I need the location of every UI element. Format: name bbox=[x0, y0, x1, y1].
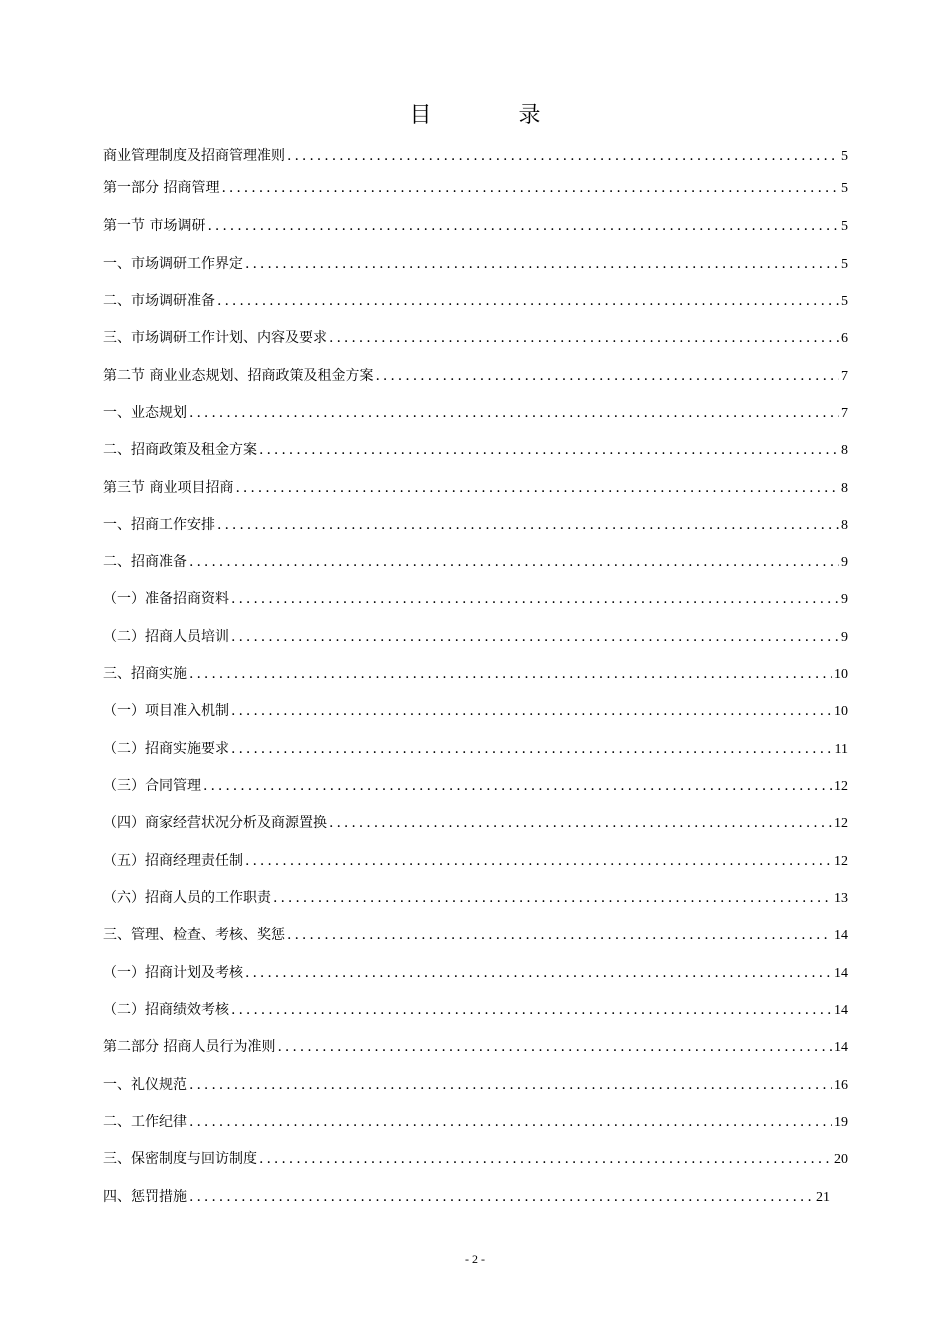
toc-title: 目 录 bbox=[409, 103, 581, 128]
page-number-footer: - 2 - bbox=[465, 1252, 485, 1266]
toc-entry-label: （一）准备招商资料 bbox=[103, 591, 229, 607]
toc-entry[interactable] bbox=[103, 739, 848, 760]
toc-entry-page-number: 19 bbox=[834, 1115, 848, 1130]
toc-entry-page-number: 11 bbox=[834, 742, 848, 757]
toc-entry[interactable] bbox=[103, 291, 848, 312]
toc-entry-label: （二）招商绩效考核 bbox=[103, 1002, 229, 1018]
toc-dot-leader bbox=[189, 403, 839, 423]
toc-entry[interactable] bbox=[103, 701, 848, 722]
toc-entry-label: 二、招商准备 bbox=[103, 554, 187, 570]
toc-entry-page-number: 7 bbox=[841, 406, 848, 421]
toc-dot-leader bbox=[203, 776, 832, 796]
toc-entry-label: 二、招商政策及租金方案 bbox=[103, 442, 257, 458]
toc-entry[interactable] bbox=[103, 1187, 830, 1208]
toc-entry-page-number: 8 bbox=[841, 443, 848, 458]
toc-dot-leader bbox=[189, 1112, 832, 1132]
toc-dot-leader bbox=[245, 851, 832, 871]
toc-entry[interactable] bbox=[103, 589, 848, 610]
toc-entry[interactable] bbox=[103, 478, 848, 499]
toc-entry-page-number: 12 bbox=[834, 854, 848, 869]
toc-dot-leader bbox=[329, 328, 839, 348]
toc-dot-leader bbox=[375, 366, 839, 386]
toc-entry-page-number: 9 bbox=[841, 592, 848, 607]
toc-entry-page-number: 21 bbox=[816, 1190, 830, 1205]
toc-entry[interactable] bbox=[103, 888, 848, 909]
toc-entry-label: （二）招商人员培训 bbox=[103, 629, 229, 645]
toc-entry-page-number: 12 bbox=[834, 816, 848, 831]
toc-dot-leader bbox=[189, 552, 839, 572]
toc-entry[interactable] bbox=[103, 1037, 848, 1058]
toc-entry-page-number: 16 bbox=[834, 1078, 848, 1093]
toc-entry-page-number: 12 bbox=[834, 779, 848, 794]
toc-entry-page-number: 14 bbox=[834, 966, 848, 981]
toc-entry-label: （三）合同管理 bbox=[103, 778, 201, 794]
toc-entry[interactable] bbox=[103, 963, 848, 984]
toc-entry-page-number: 5 bbox=[841, 149, 848, 164]
toc-entry[interactable] bbox=[103, 366, 848, 387]
toc-dot-leader bbox=[259, 440, 839, 460]
toc-entry-page-number: 14 bbox=[834, 1003, 848, 1018]
toc-entry[interactable] bbox=[103, 403, 848, 424]
toc-dot-leader bbox=[235, 478, 839, 498]
toc-entry-label: 四、惩罚措施 bbox=[103, 1189, 187, 1205]
toc-dot-leader bbox=[231, 701, 832, 721]
toc-entry-label: 一、市场调研工作界定 bbox=[103, 256, 243, 272]
toc-entry-label: 三、市场调研工作计划、内容及要求 bbox=[103, 330, 327, 346]
toc-entry[interactable] bbox=[103, 515, 848, 536]
toc-entry-page-number: 5 bbox=[841, 294, 848, 309]
toc-dot-leader bbox=[245, 963, 832, 983]
toc-entry-page-number: 9 bbox=[841, 630, 848, 645]
toc-entry-label: 商业管理制度及招商管理准则 bbox=[103, 148, 285, 164]
toc-entry[interactable] bbox=[103, 178, 848, 199]
toc-entry-page-number: 8 bbox=[841, 518, 848, 533]
toc-entry-page-number: 10 bbox=[834, 704, 848, 719]
toc-entry-page-number: 13 bbox=[834, 891, 848, 906]
toc-entry-label: 三、招商实施 bbox=[103, 666, 187, 682]
toc-entry-page-number: 10 bbox=[834, 667, 848, 682]
toc-entry-label: 第三节 商业项目招商 bbox=[103, 480, 234, 496]
toc-entry[interactable] bbox=[103, 1149, 848, 1170]
toc-dot-leader bbox=[189, 664, 832, 684]
toc-entry[interactable] bbox=[103, 664, 848, 685]
toc-entry-label: 第一节 市场调研 bbox=[103, 218, 206, 234]
toc-dot-leader bbox=[231, 589, 839, 609]
toc-entry-label: 三、管理、检查、考核、奖惩 bbox=[103, 927, 285, 943]
toc-dot-leader bbox=[287, 146, 839, 166]
toc-entry-page-number: 5 bbox=[841, 181, 848, 196]
toc-dot-leader bbox=[231, 1000, 832, 1020]
toc-entry[interactable] bbox=[103, 552, 848, 573]
toc-entry-label: （一）招商计划及考核 bbox=[103, 965, 243, 981]
toc-dot-leader bbox=[189, 1187, 814, 1207]
toc-entry-page-number: 9 bbox=[841, 555, 848, 570]
toc-dot-leader bbox=[217, 291, 839, 311]
toc-entry[interactable] bbox=[103, 146, 848, 167]
toc-entry-label: 二、市场调研准备 bbox=[103, 293, 215, 309]
toc-entry-label: 三、保密制度与回访制度 bbox=[103, 1151, 257, 1167]
toc-entry-label: 第二部分 招商人员行为准则 bbox=[103, 1039, 276, 1055]
toc-dot-leader bbox=[207, 216, 839, 236]
toc-dot-leader bbox=[259, 1149, 832, 1169]
toc-dot-leader bbox=[273, 888, 832, 908]
toc-entry-label: （二）招商实施要求 bbox=[103, 741, 229, 757]
toc-entry-label: 一、业态规划 bbox=[103, 405, 187, 421]
toc-dot-leader bbox=[231, 627, 839, 647]
toc-entry-page-number: 5 bbox=[841, 219, 848, 234]
toc-dot-leader bbox=[277, 1037, 832, 1057]
toc-entry-label: 第一部分 招商管理 bbox=[103, 180, 220, 196]
toc-entry[interactable] bbox=[103, 776, 848, 797]
toc-entry-page-number: 20 bbox=[834, 1152, 848, 1167]
toc-entry-label: （六）招商人员的工作职责 bbox=[103, 890, 271, 906]
toc-dot-leader bbox=[231, 739, 833, 759]
toc-dot-leader bbox=[245, 254, 839, 274]
toc-entry[interactable] bbox=[103, 254, 848, 275]
toc-entry-page-number: 14 bbox=[834, 1040, 848, 1055]
toc-entry-label: （五）招商经理责任制 bbox=[103, 853, 243, 869]
toc-entry-label: 一、礼仪规范 bbox=[103, 1077, 187, 1093]
toc-dot-leader bbox=[189, 1075, 832, 1095]
toc-entry-label: 第二节 商业业态规划、招商政策及租金方案 bbox=[103, 368, 374, 384]
toc-entry-label: （一）项目准入机制 bbox=[103, 703, 229, 719]
toc-entry[interactable] bbox=[103, 627, 848, 648]
toc-dot-leader bbox=[217, 515, 839, 535]
toc-entry[interactable] bbox=[103, 440, 848, 461]
toc-entry-page-number: 8 bbox=[841, 481, 848, 496]
toc-entry[interactable] bbox=[103, 216, 848, 237]
toc-dot-leader bbox=[329, 813, 832, 833]
toc-entry[interactable] bbox=[103, 1000, 848, 1021]
toc-entry[interactable] bbox=[103, 813, 848, 834]
toc-entry-label: （四）商家经营状况分析及商源置换 bbox=[103, 815, 327, 831]
toc-dot-leader bbox=[221, 178, 839, 198]
toc-entry[interactable] bbox=[103, 925, 848, 946]
toc-entry[interactable] bbox=[103, 1075, 848, 1096]
toc-dot-leader bbox=[287, 925, 832, 945]
toc-entry-page-number: 6 bbox=[841, 331, 848, 346]
toc-entry[interactable] bbox=[103, 328, 848, 349]
toc-entry-page-number: 7 bbox=[841, 369, 848, 384]
toc-entry-label: 一、招商工作安排 bbox=[103, 517, 215, 533]
toc-entry-page-number: 5 bbox=[841, 257, 848, 272]
toc-entry-page-number: 14 bbox=[834, 928, 848, 943]
toc-entry[interactable] bbox=[103, 851, 848, 872]
toc-entry-label: 二、工作纪律 bbox=[103, 1114, 187, 1130]
toc-entry[interactable] bbox=[103, 1112, 848, 1133]
